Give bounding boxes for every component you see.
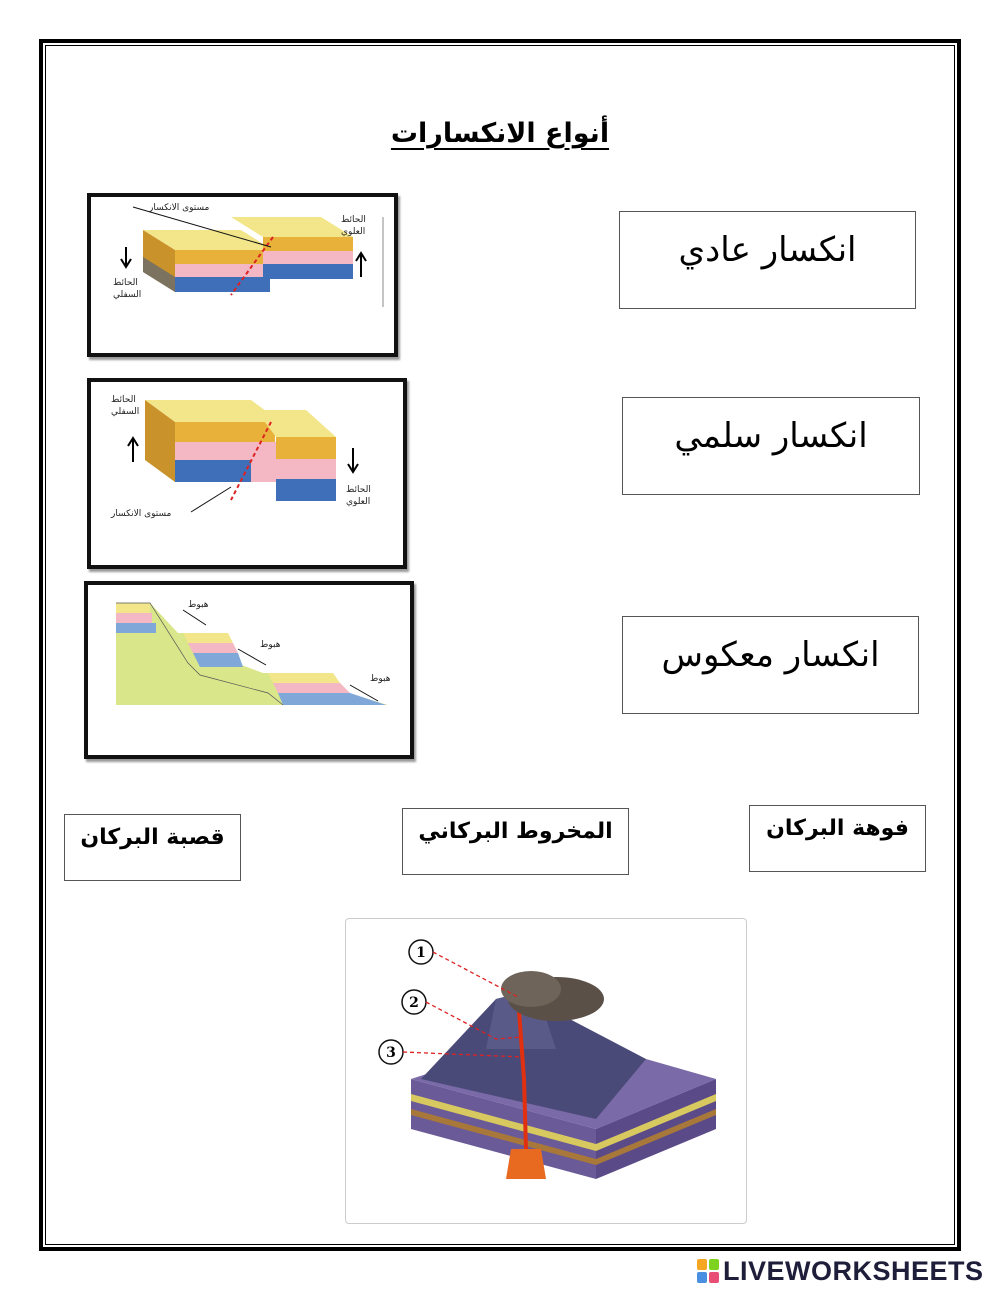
fault-label-normal[interactable] — [619, 211, 916, 309]
fault-label-step-text: انكسار سلمي — [674, 416, 868, 456]
d1-upper-wall-1: الحائط — [341, 215, 366, 225]
fault-label-step[interactable] — [622, 397, 920, 495]
up-arrow-icon — [128, 438, 138, 462]
fault-label-normal-text: انكسار عادي — [678, 230, 857, 270]
d3-drop-label-3: هبوط — [370, 674, 391, 684]
down-arrow-icon — [121, 247, 131, 267]
volcano-number-2: 2 — [409, 995, 419, 1011]
d2-lower-wall-2: السفلي — [111, 407, 140, 417]
volcano-label-cone[interactable] — [402, 808, 629, 875]
up-arrow-icon — [356, 253, 366, 277]
fault-label-reverse-text: انكسار معكوس — [661, 635, 880, 675]
volcano-label-cone-text: المخروط البركاني — [418, 819, 613, 844]
fault-diagram-1[interactable] — [87, 193, 398, 357]
d2-upper-wall-2: العلوي — [346, 497, 371, 507]
page-title: أنواع الانكسارات — [390, 118, 610, 149]
liveworksheets-brand[interactable] — [697, 1256, 984, 1286]
brand-text: LIVEWORKSHEETS — [723, 1255, 984, 1286]
fault-diagram-2[interactable] — [87, 378, 407, 569]
volcano-label-vent-text: قصبة البركان — [80, 825, 225, 850]
down-arrow-icon — [348, 448, 358, 472]
d1-lower-wall-2: السفلي — [113, 290, 142, 300]
volcano-diagram — [345, 918, 747, 1224]
fault-label-reverse[interactable] — [622, 616, 919, 714]
d2-lower-wall-1: الحائط — [111, 395, 136, 405]
d1-lower-wall-1: الحائط — [113, 278, 138, 288]
volcano-label-crater[interactable] — [749, 805, 926, 872]
brand-logo-icon — [697, 1259, 719, 1283]
fault-diagram-3[interactable] — [84, 581, 414, 759]
volcano-label-vent[interactable] — [64, 814, 241, 881]
d2-fault-plane-label: مستوى الانكسار — [111, 509, 172, 519]
volcano-number-3: 3 — [386, 1045, 396, 1061]
d2-upper-wall-1: الحائط — [346, 485, 371, 495]
d3-drop-label-2: هبوط — [260, 640, 281, 650]
volcano-label-crater-text: فوهة البركان — [766, 816, 909, 841]
volcano-number-1: 1 — [416, 945, 426, 961]
d3-drop-label-1: هبوط — [188, 600, 209, 610]
d1-upper-wall-2: العلوي — [341, 227, 366, 237]
d1-fault-plane-label: مستوى الانكسار — [149, 203, 210, 213]
